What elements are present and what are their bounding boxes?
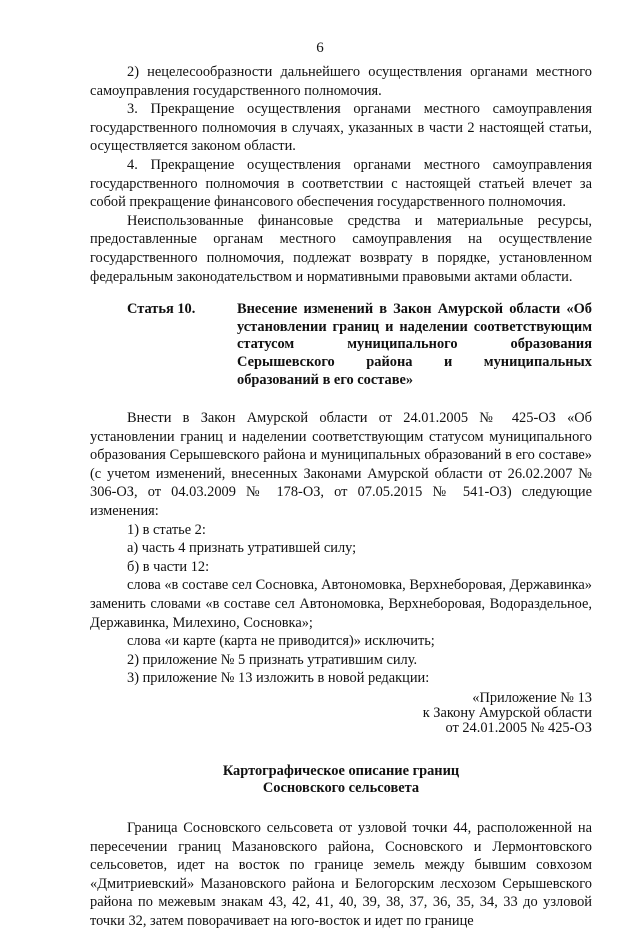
paragraph: 2) нецелесообразности дальнейшего осуществления органами местного самоуправления государственного полномочия. bbox=[90, 64, 592, 99]
list-item: слова «и карте (карта не приводится)» исключить; bbox=[127, 633, 435, 650]
appendix-header bbox=[90, 691, 592, 736]
list-item: 3) приложение № 13 изложить в новой редакции: bbox=[127, 670, 430, 687]
paragraph: Граница Сосновского сельсовета от узловой точки 44, расположенной на пересечении границ Мазановского района, Сосновского и Лермонтовского сельсоветов, идет на восток по границе земель между бывшим совхозом «Дмитриевский» Мазановского района и Белогорским лесхозом Серышевского района по межевым знакам 43, 42, 41, 40, 39, 38, 37, 36, 35, 34, 33 до узловой точки 32, затем поворачивает на юго-восток и идет по границе bbox=[90, 820, 592, 929]
list-item: б) в части 12: bbox=[127, 558, 210, 575]
list-item: а) часть 4 признать утратившей силу; bbox=[127, 540, 357, 557]
document-body bbox=[90, 63, 592, 931]
section-title: Картографическое описание границ Сосновского сельсовета bbox=[222, 763, 460, 796]
paragraph: слова «в составе сел Сосновка, Автономовка, Верхнеборовая, Державинка» заменить словами «в составе сел Автономовка, Верхнеборовая, Водораздельное, Державинка, Милехино, Сосновка»; bbox=[90, 577, 592, 631]
article-label: Статья 10. bbox=[127, 301, 196, 318]
paragraph: Внести в Закон Амурской области от 24.01.2005 № 425-ОЗ «Об установлении границ и наделении соответствующим статусом муниципального образования Серышевского района и муниципальных образований в его составе» (с учетом изменений, внесенных Законами Амурской области от 26.02.2007 № 306-ОЗ, от 04.03.2009 № 178-ОЗ, от 07.05.2015 № 541-ОЗ) следующие изменения: bbox=[90, 410, 592, 520]
article-title: Внесение изменений в Закон Амурской области «Об установлении границ и наделении соответствующим статусом муниципального образования Серышевского района и муниципальных образований в его составе» bbox=[237, 301, 592, 388]
appendix-line: к Закону Амурской области bbox=[422, 705, 592, 721]
appendix-line: от 24.01.2005 № 425-ОЗ bbox=[445, 720, 592, 736]
page-number: 6 bbox=[316, 40, 324, 56]
appendix-line: «Приложение № 13 bbox=[472, 690, 592, 706]
paragraph: Неиспользованные финансовые средства и материальные ресурсы, предоставленные органам местного самоуправления на осуществление государственного полномочия, подлежат возврату в порядке, установленном федеральным законодательством и нормативными правовыми актами области. bbox=[90, 212, 592, 285]
list-item: 2) приложение № 5 признать утратившим силу. bbox=[127, 651, 418, 668]
list-item: 1) в статье 2: bbox=[127, 521, 206, 538]
article-heading bbox=[90, 301, 592, 389]
paragraph: 3. Прекращение осуществления органами местного самоуправления государственного полномочия в случаях, указанных в части 2 настоящей статьи, осуществляется законом области. bbox=[90, 101, 592, 155]
paragraph: 4. Прекращение осуществления органами местного самоуправления государственного полномочия в соответствии с настоящей статьей влечет за собой прекращение финансового обеспечения государственного полномочия. bbox=[90, 156, 592, 211]
